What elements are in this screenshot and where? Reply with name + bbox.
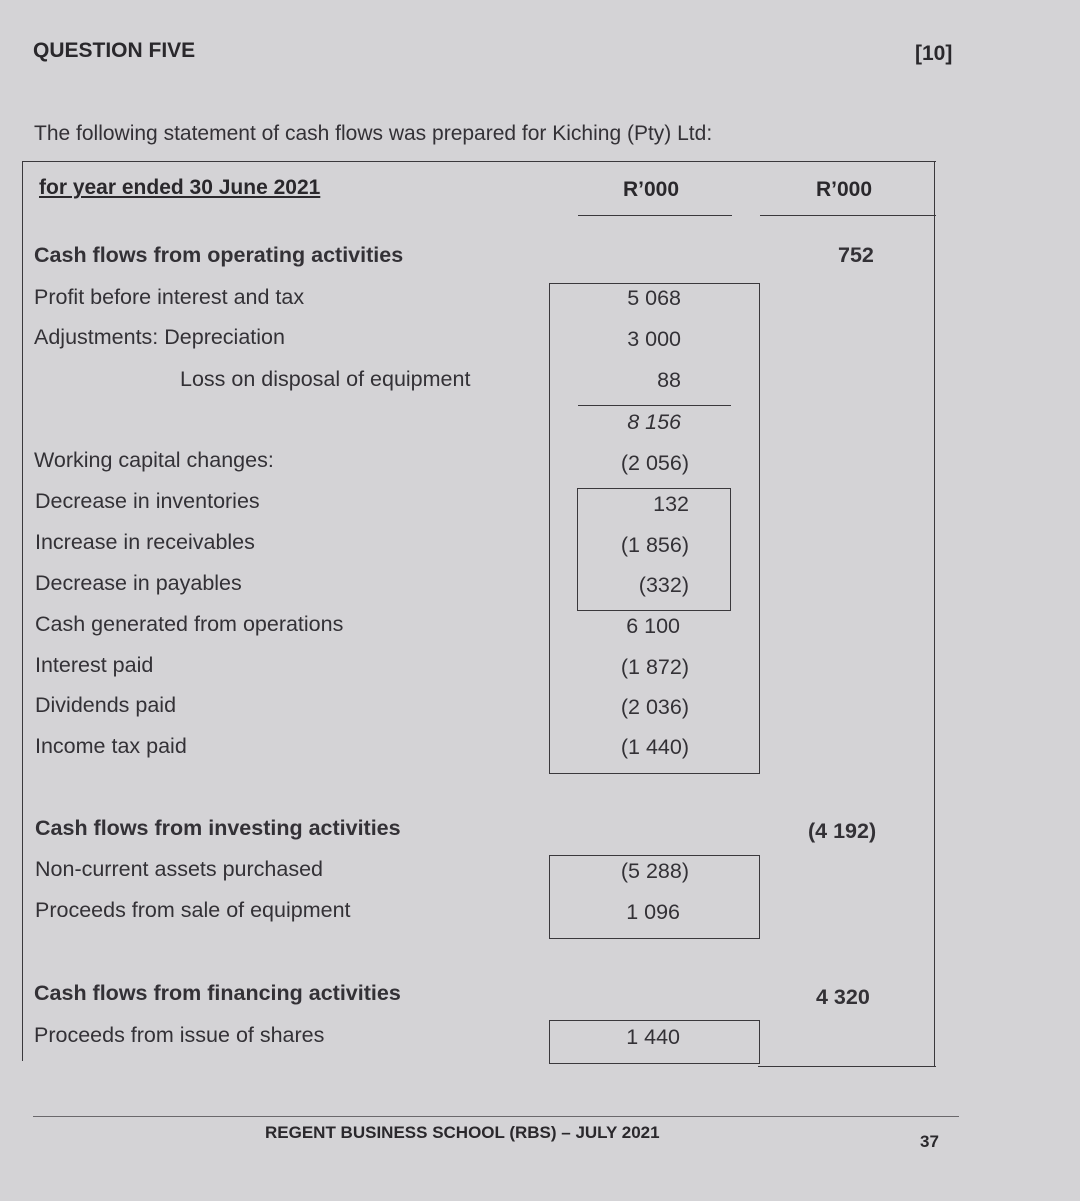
dividends-paid-value: (2 036) [620,695,689,719]
share-issue-label: Proceeds from issue of shares [34,1023,325,1047]
investing-heading: Cash flows from investing activities [35,816,401,840]
question-title: QUESTION FIVE [33,39,196,62]
loss-value: 88 [657,368,681,392]
receivables-label: Increase in receivables [35,530,255,554]
period-label: for year ended 30 June 2021 [39,176,321,199]
col1-heading-rule [578,215,732,216]
financing-heading: Cash flows from financing activities [34,981,401,1005]
investing-total: (4 192) [808,819,877,843]
operating-total: 752 [838,243,874,267]
receivables-value: (1 856) [620,533,689,557]
frame-bottom [758,1066,936,1067]
subtotal-value: 8 156 [627,410,681,434]
noncurrent-assets-value: (5 288) [620,859,689,883]
financing-total: 4 320 [816,985,870,1009]
col2-heading: R’000 [816,178,873,201]
sale-proceeds-label: Proceeds from sale of equipment [35,898,351,922]
income-tax-label: Income tax paid [35,734,187,758]
working-capital-value: (2 056) [620,451,689,475]
page-number: 37 [920,1132,939,1151]
payables-label: Decrease in payables [35,571,242,595]
frame-right [934,161,935,1067]
subtotal-rule [578,405,731,406]
interest-paid-value: (1 872) [620,655,689,679]
col2-heading-rule [760,215,936,216]
footer-rule [33,1116,959,1117]
loss-label: Loss on disposal of equipment [180,367,471,391]
share-issue-value: 1 440 [626,1025,680,1049]
income-tax-value: (1 440) [620,735,689,759]
payables-value: (332) [638,573,689,597]
col1-heading: R’000 [623,178,680,201]
operating-heading: Cash flows from operating activities [34,243,404,267]
interest-paid-label: Interest paid [35,653,154,677]
profit-value: 5 068 [627,286,681,310]
adjustments-label: Adjustments: Depreciation [34,325,285,349]
dividends-paid-label: Dividends paid [35,693,177,717]
intro-text: The following statement of cash flows was prepared for Kiching (Pty) Ltd: [34,122,713,145]
frame-top [22,161,936,162]
cash-generated-label: Cash generated from operations [35,612,344,636]
marks-label: [10] [915,42,953,65]
noncurrent-assets-label: Non-current assets purchased [35,857,324,881]
sale-proceeds-value: 1 096 [626,900,680,924]
cash-generated-value: 6 100 [626,614,680,638]
working-capital-label: Working capital changes: [34,448,274,472]
profit-label: Profit before interest and tax [34,285,305,309]
frame-left [22,161,23,1061]
inventories-value: 132 [653,492,689,516]
footer-school: REGENT BUSINESS SCHOOL (RBS) – JULY 2021 [265,1123,660,1142]
inventories-label: Decrease in inventories [35,489,260,513]
depreciation-value: 3 000 [627,327,681,351]
